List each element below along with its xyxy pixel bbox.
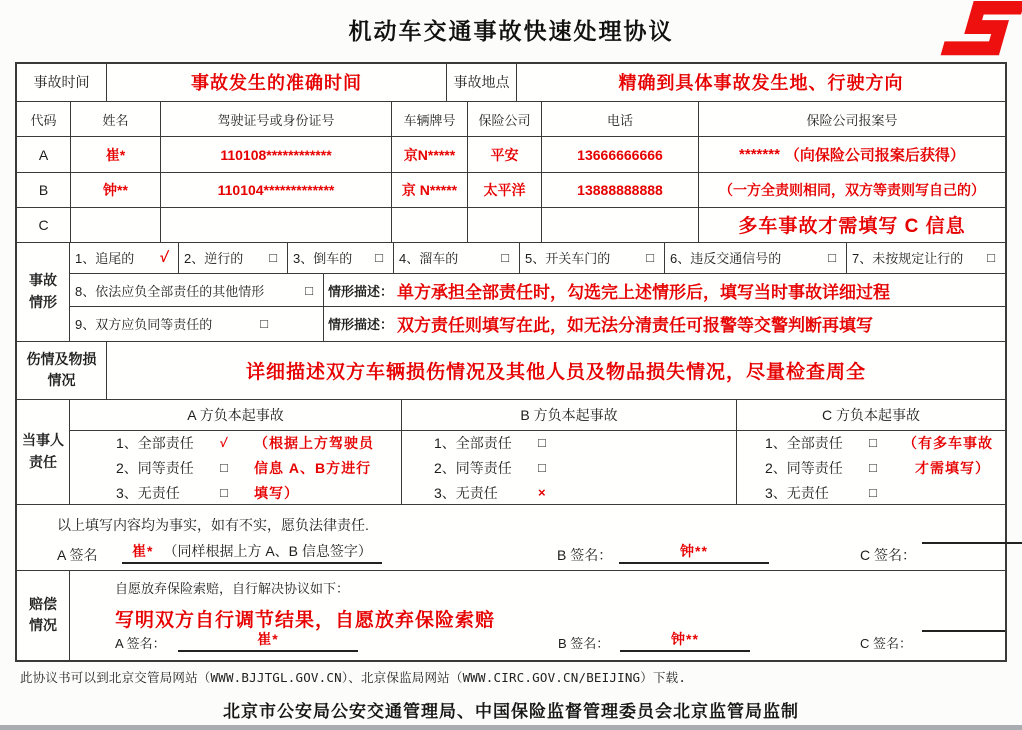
liability-a-item-3 — [116, 483, 299, 503]
bottom-scan-edge — [0, 725, 1022, 730]
option-4-checkbox[interactable]: □ — [501, 250, 509, 266]
liability-header-a: A 方负本起事故 — [70, 400, 402, 430]
comp-signature-line-b[interactable] — [620, 629, 750, 652]
compensation-section — [17, 571, 1005, 660]
scenario-option-9[interactable] — [70, 307, 324, 341]
scenario-option-8[interactable] — [70, 274, 324, 306]
option-8-checkbox[interactable]: □ — [305, 282, 313, 298]
option-1-checkbox[interactable]: √ — [158, 249, 170, 267]
liability-a-item-1-label: 1、全部责任 — [116, 434, 194, 451]
liability-a-note-3: 填写） — [254, 484, 299, 501]
declaration-body — [17, 505, 1005, 569]
scenarios-label-line1: 事故 — [29, 271, 57, 288]
option-3-checkbox[interactable]: □ — [375, 250, 383, 266]
scenarios-section — [17, 243, 1005, 342]
scenario-option-1[interactable] — [70, 243, 179, 274]
liability-c-item-3-label: 3、无责任 — [765, 484, 829, 501]
liability-b-checkbox-3[interactable]: × — [538, 485, 546, 501]
signature-a-note: （同样根据上方 A、B 信息签字） — [163, 543, 372, 560]
scenario-row-8 — [70, 274, 1005, 307]
col-header-plate: 车辆牌号 — [392, 102, 468, 137]
liability-a-checkbox-3[interactable]: □ — [220, 485, 228, 501]
scenario-desc-2-label: 情形描述： — [328, 317, 394, 333]
liability-a-item-2-label: 2、同等责任 — [116, 459, 194, 476]
scenario-option-7[interactable] — [847, 243, 1005, 274]
phone-b-field[interactable]: 13888888888 — [542, 173, 699, 207]
row-time-location — [17, 64, 1005, 102]
scenarios-label — [17, 243, 70, 341]
col-header-name: 姓名 — [71, 102, 161, 137]
option-7-checkbox[interactable]: □ — [987, 250, 995, 266]
col-header-phone: 电话 — [542, 102, 699, 137]
liability-a-note-2: 信息 A、B方进行 — [254, 459, 372, 476]
scenario-row-9 — [70, 307, 1005, 341]
name-c-field[interactable] — [71, 208, 161, 242]
scenario-desc-2-field[interactable] — [324, 307, 1005, 341]
liability-col-c — [737, 431, 1005, 504]
signature-line-a[interactable] — [122, 541, 382, 564]
license-b-field[interactable]: 110104************* — [161, 173, 392, 207]
scenarios-label-line2: 情形 — [29, 293, 57, 310]
accident-place-field[interactable]: 精确到具体事故发生地、行驶方向 — [618, 73, 904, 94]
declaration-section — [17, 505, 1005, 570]
declaration-statement: 以上填写内容均为事实，如有不实，愿负法律责任. — [57, 517, 369, 534]
liability-c-item-3 — [765, 483, 903, 503]
liability-c-note-1: （有多车事故 — [903, 434, 993, 451]
comp-sig-c-label: C 签名： — [860, 635, 913, 651]
scenario-option-5[interactable] — [520, 243, 665, 274]
compensation-label-line1: 赔偿 — [29, 595, 57, 612]
compensation-instruction[interactable]: 写明双方自行调节结果，自愿放弃保险索赔 — [115, 609, 496, 631]
option-6-checkbox[interactable]: □ — [828, 250, 836, 266]
license-c-field[interactable] — [161, 208, 392, 242]
insurer-c-field[interactable] — [468, 208, 542, 242]
issuing-authority: 北京市公安局公安交通管理局、中国保险监督管理委员会北京监管局监制 — [223, 702, 799, 721]
option-7-label: 7、未按规定让行的 — [852, 251, 964, 267]
code-a: A — [17, 137, 71, 172]
plate-b-field[interactable]: 京 N***** — [392, 173, 468, 207]
option-2-label: 2、逆行的 — [184, 251, 244, 267]
option-9-checkbox[interactable]: □ — [260, 316, 268, 332]
option-6-label: 6、违反交通信号的 — [670, 251, 782, 267]
col-header-report-no: 保险公司报案号 — [806, 112, 898, 128]
comp-sig-a-label: A 签名： — [115, 635, 166, 651]
liability-c-item-1-label: 1、全部责任 — [765, 434, 843, 451]
liability-a-checkbox-2[interactable]: □ — [220, 460, 228, 476]
parties-header-row — [17, 102, 1005, 138]
party-row-b — [17, 173, 1005, 208]
scenario-desc-2-value: 双方责任则填写在此，如无法分清责任可报警等交警判断再填写 — [397, 316, 874, 336]
scenarios-body — [70, 243, 1005, 341]
compensation-body — [70, 571, 1005, 660]
download-note: 此协议书可以到北京交管局网站（WWW.BJJTGL.GOV.CN）、北京保监局网站（WWW.CIRC.GOV.CN/BEIJING）下载. — [20, 670, 687, 685]
compensation-label-line2: 情况 — [29, 617, 57, 634]
liability-a-item-2 — [116, 458, 371, 478]
accident-time-field[interactable]: 事故发生的准确时间 — [107, 64, 447, 101]
signature-a-value: 崔* — [132, 543, 154, 560]
liability-body — [70, 400, 1005, 504]
phone-c-field[interactable] — [542, 208, 699, 242]
comp-signature-line-a[interactable] — [178, 629, 358, 652]
liability-header-b: B 方负本起事故 — [402, 400, 737, 430]
liability-label-line1: 当事人 — [22, 432, 64, 449]
liability-col-b — [402, 431, 737, 504]
comp-sig-b-label: B 签名： — [558, 635, 610, 651]
insurer-a-field[interactable]: 平安 — [468, 137, 542, 172]
accident-time-label: 事故时间 — [17, 64, 107, 101]
liability-c-checkbox-3[interactable]: □ — [869, 485, 877, 501]
code-b: B — [17, 173, 71, 207]
damage-section — [17, 342, 1005, 401]
comp-signature-a-value: 崔* — [257, 630, 279, 647]
name-b-field[interactable]: 钟** — [71, 173, 161, 207]
liability-options-row — [70, 431, 1005, 504]
party-row-a — [17, 137, 1005, 173]
liability-header-row — [70, 400, 1005, 431]
plate-c-field[interactable] — [392, 208, 468, 242]
scenario-option-3[interactable] — [288, 243, 394, 274]
report-a-note: （向保险公司报案后获得） — [784, 147, 965, 165]
form-table — [15, 62, 1007, 662]
damage-label — [17, 342, 107, 400]
option-2-checkbox[interactable]: □ — [269, 250, 277, 266]
sig-a-label: A 签名 — [57, 547, 98, 564]
signature-b-value: 钟** — [680, 543, 708, 560]
option-3-label: 3、倒车的 — [293, 251, 353, 267]
liability-b-item-2 — [434, 458, 572, 478]
code-c: C — [17, 208, 71, 242]
liability-c-checkbox-1[interactable]: □ — [869, 435, 877, 451]
license-a-field[interactable]: 110108************ — [161, 137, 392, 172]
liability-b-item-2-label: 2、同等责任 — [434, 459, 512, 476]
liability-label — [17, 400, 70, 504]
option-9-label: 9、双方应负同等责任的 — [75, 317, 213, 333]
compensation-label — [17, 571, 70, 660]
scenario-desc-1-field[interactable] — [324, 274, 1005, 306]
form-title: 机动车交通事故快速处理协议 — [348, 18, 674, 44]
option-5-label: 5、开关车门的 — [525, 251, 611, 267]
damage-label-line2: 情况 — [47, 372, 76, 389]
scenario-option-6[interactable] — [665, 243, 847, 274]
liability-a-note-1: （根据上方驾驶员 — [254, 434, 374, 451]
scenario-option-2[interactable] — [179, 243, 288, 274]
liability-a-item-1 — [116, 433, 374, 453]
accident-place-label: 事故地点 — [447, 64, 517, 101]
insurer-b-field[interactable]: 太平洋 — [468, 173, 542, 207]
report-c-note: 多车事故才需填写 C 信息 — [738, 216, 966, 238]
party-row-c — [17, 208, 1005, 243]
damage-description-field[interactable]: 详细描述双方车辆损伤情况及其他人员及物品损失情况，尽量检查周全 — [245, 361, 866, 383]
liability-label-line2: 责任 — [29, 454, 57, 471]
name-a-field[interactable]: 崔* — [71, 137, 161, 172]
scenario-desc-1-value: 单方承担全部责任时，勾选完上述情形后，填写当时事故详细过程 — [397, 282, 891, 302]
option-1-label: 1、追尾的 — [75, 251, 135, 267]
liability-c-note-2: 才需填写） — [915, 459, 990, 476]
option-8-label: 8、依法应负全部责任的其他情形 — [75, 283, 265, 299]
liability-c-item-2 — [765, 458, 990, 478]
col-header-license: 驾驶证号或身份证号 — [161, 102, 392, 137]
liability-a-checkbox-1[interactable]: √ — [218, 435, 229, 451]
scenario-desc-1-label: 情形描述： — [328, 283, 394, 299]
liability-header-c: C 方负本起事故 — [822, 407, 920, 424]
compensation-line1: 自愿放弃保险索赔，自行解决协议如下： — [115, 580, 350, 596]
liability-b-checkbox-2[interactable]: □ — [538, 460, 546, 476]
comp-signature-line-c[interactable] — [922, 629, 1005, 632]
sig-c-label: C 签名： — [860, 547, 916, 564]
report-b-note[interactable]: （一方全责则相同，双方等责则写自己的） — [719, 182, 985, 198]
liability-c-checkbox-2[interactable]: □ — [869, 460, 877, 476]
damage-label-line1: 伤情及物损 — [26, 350, 97, 367]
liability-b-item-3 — [434, 483, 572, 503]
scenario-options-row — [70, 243, 1005, 275]
phone-a-field[interactable]: 13666666666 — [542, 137, 699, 172]
liability-c-item-2-label: 2、同等责任 — [765, 459, 843, 476]
report-a-value: ******* — [739, 146, 780, 164]
liability-col-a — [70, 431, 402, 504]
col-header-code: 代码 — [17, 102, 71, 137]
sig-b-label: B 签名： — [557, 547, 613, 564]
report-a-field[interactable] — [699, 137, 1005, 172]
option-4-label: 4、溜车的 — [399, 251, 459, 267]
liability-b-item-1 — [434, 433, 572, 453]
liability-b-checkbox-1[interactable]: □ — [538, 435, 546, 451]
liability-b-item-1-label: 1、全部责任 — [434, 434, 512, 451]
liability-a-item-3-label: 3、无责任 — [116, 484, 180, 501]
liability-b-item-3-label: 3、无责任 — [434, 484, 498, 501]
signature-line-b[interactable] — [619, 541, 769, 564]
sohu-s-logo-icon — [925, 1, 1022, 63]
liability-section — [17, 400, 1005, 505]
col-header-insurer: 保险公司 — [468, 102, 542, 137]
plate-a-field[interactable]: 京N***** — [392, 137, 468, 172]
signature-line-c[interactable] — [922, 541, 1005, 544]
option-5-checkbox[interactable]: □ — [646, 250, 654, 266]
comp-signature-b-value: 钟** — [671, 630, 699, 647]
scenario-option-4[interactable] — [394, 243, 520, 274]
liability-c-item-1 — [765, 433, 993, 453]
